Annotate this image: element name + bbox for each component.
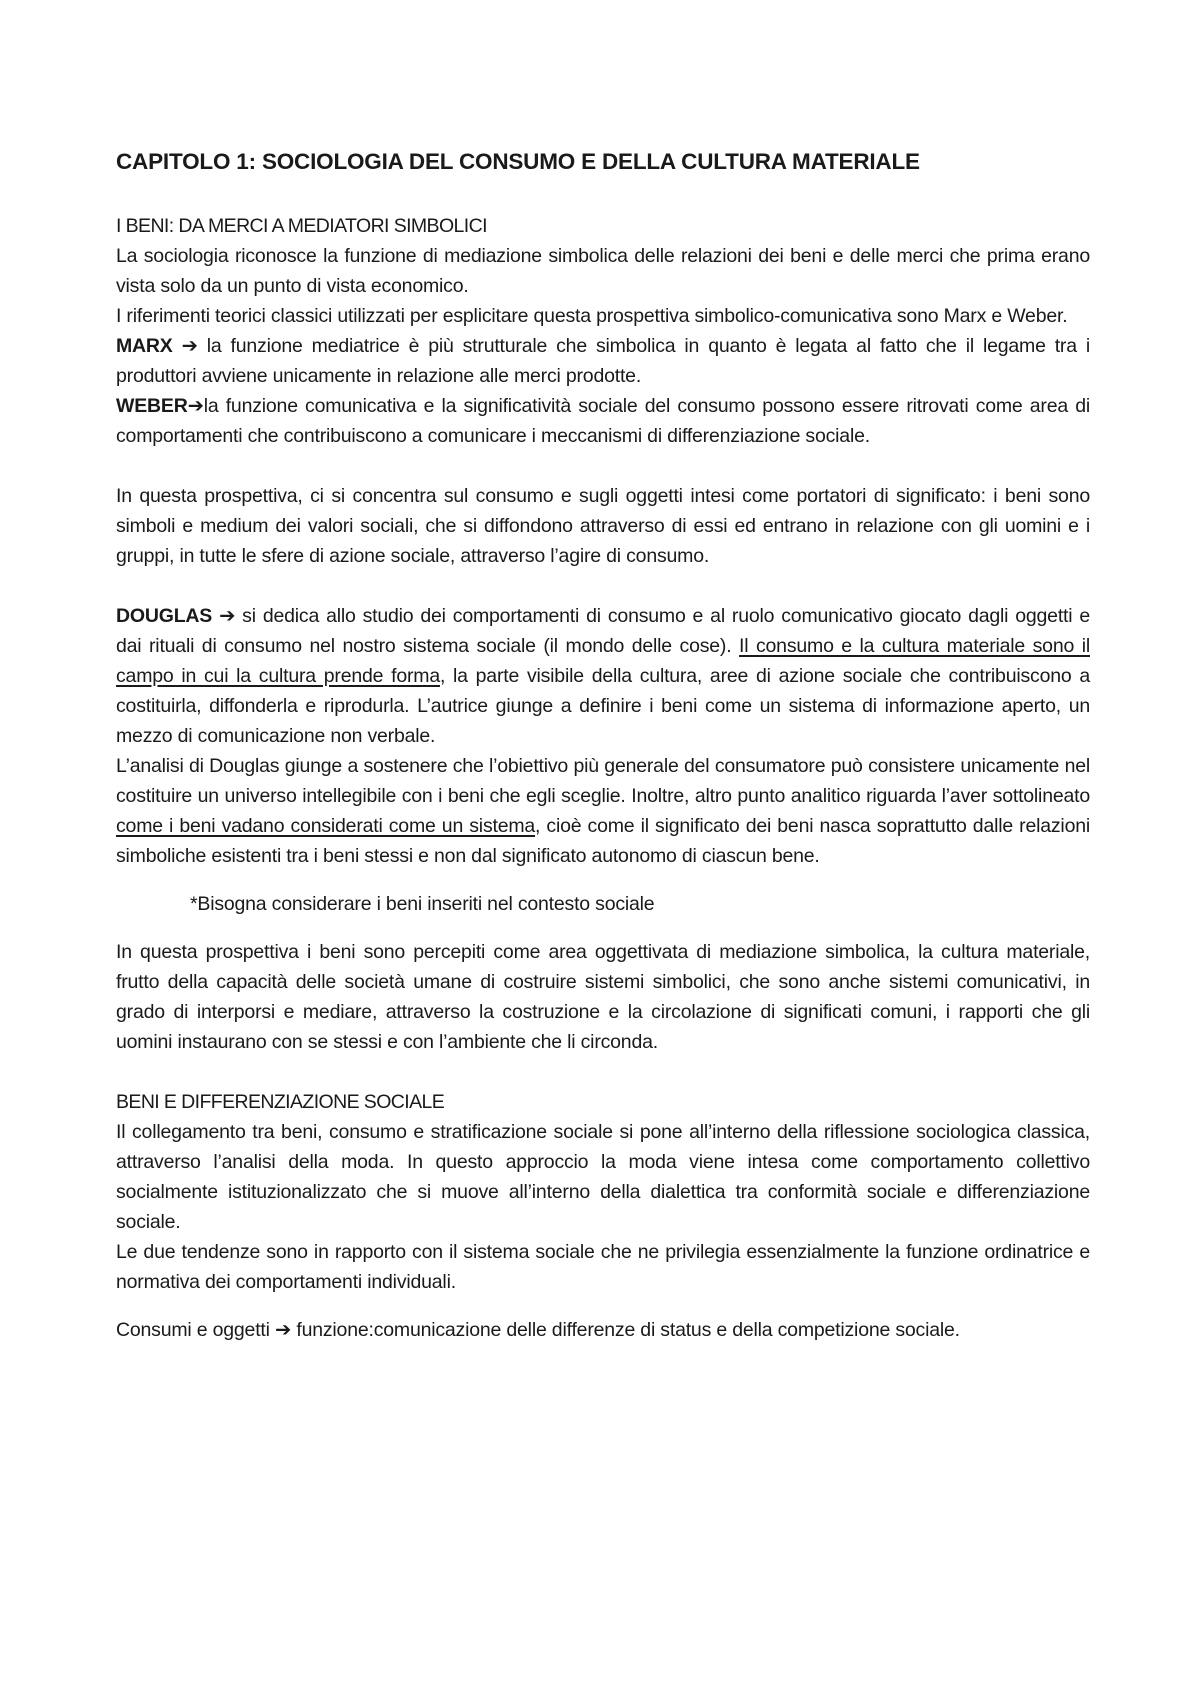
paragraph-douglas [116, 601, 1090, 751]
paragraph-analisi-douglas [116, 751, 1090, 871]
analisi-underlined: come i beni vadano considerati come un sistema [116, 815, 536, 837]
douglas-underlined: Il consumo e la cultura materiale sono il campo in cui la cultura prende forma [116, 635, 1090, 687]
paragraph-weber [116, 391, 1090, 451]
section-heading-differenziazione: BENI E DIFFERENZIAZIONE SOCIALE [116, 1091, 445, 1113]
paragraph-cultura-materiale: In questa prospettiva i beni sono percepiti come area oggettivata di mediazione simbolica, la cultura materiale, frutto della capacità delle società umane di costruire sistemi simbolici, che sono anche sistemi comunicativi, in grado di interporsi e mediare, attraverso la costruzione e la circolazione di significati comuni, i rapporti che gli uomini instaurano con se stessi e con l’ambiente che li circonda. [116, 941, 1090, 1053]
douglas-label: DOUGLAS [116, 605, 213, 627]
paragraph-consumi-oggetti [116, 1315, 1090, 1345]
chapter-title: CAPITOLO 1: SOCIOLOGIA DEL CONSUMO E DELLA CULTURA MATERIALE [116, 149, 920, 174]
weber-label: WEBER [116, 395, 188, 417]
paragraph-riferimenti: I riferimenti teorici classici utilizzati per esplicitare questa prospettiva simbolico-comunicativa sono Marx e Weber. [116, 305, 1068, 327]
marx-label: MARX [116, 335, 173, 357]
right-arrow-icon: ➔ [219, 605, 236, 627]
section-heading-beni-mediatori: I BENI: DA MERCI A MEDIATORI SIMBOLICI [116, 215, 487, 237]
right-arrow-icon: ➔ [187, 395, 204, 417]
consumi-text-a: Consumi e oggetti [116, 1319, 275, 1341]
paragraph-tendenze: Le due tendenze sono in rapporto con il sistema sociale che ne privilegia essenzialmente la funzione ordinatrice e normativa dei comportamenti individuali. [116, 1241, 1090, 1293]
analisi-text-b: , cioè come il significato dei beni nasca soprattutto dalle relazioni simboliche esistenti tra i beni stessi e non dal significato autonomo di ciascun bene. [116, 815, 1090, 867]
paragraph-intro: La sociologia riconosce la funzione di mediazione simbolica delle relazioni dei beni e delle merci che prima erano vista solo da un punto di vista economico. [116, 245, 1090, 297]
consumi-text-b: funzione:comunicazione delle differenze di status e della competizione sociale. [291, 1319, 960, 1341]
weber-text: la funzione comunicativa e la significatività sociale del consumo possono essere ritrovati come area di comportamenti che contribuiscono a comunicare i meccanismi di differenziazione sociale. [116, 395, 1090, 447]
douglas-text-a: si dedica allo studio dei comportamenti di consumo e al ruolo comunicativo giocato dagli oggetti e dai rituali di consumo nel nostro sistema sociale (il mondo delle cose). [116, 605, 1090, 657]
right-arrow-icon: ➔ [275, 1319, 292, 1341]
paragraph-prospettiva: In questa prospettiva, ci si concentra sul consumo e sugli oggetti intesi come portatori di significato: i beni sono simboli e medium dei valori sociali, che si diffondono attraverso di essi ed entrano in relazione con gli uomini e i gruppi, in tutte le sfere di azione sociale, attraverso l’agire di consumo. [116, 485, 1090, 567]
right-arrow-icon: ➔ [181, 335, 198, 357]
analisi-text-a: L’analisi di Douglas giunge a sostenere che l’obiettivo più generale del consumatore può consistere unicamente nel costituire un universo intellegibile con i beni che egli sceglie. Inoltre, altro punto analitico riguarda l’aver sottolineato [116, 755, 1090, 807]
paragraph-marx [116, 331, 1090, 391]
note-line: *Bisogna considerare i beni inseriti nel contesto sociale [190, 893, 655, 915]
marx-text: la funzione mediatrice è più strutturale che simbolica in quanto è legata al fatto che il legame tra i produttori avviene unicamente in relazione alle merci prodotte. [116, 335, 1090, 387]
douglas-text-b: , la parte visibile della cultura, aree di azione sociale che contribuiscono a costituirla, diffonderla e riprodurla. L’autrice giunge a definire i beni come un sistema di informazione aperto, un mezzo di comunicazione non verbale. [116, 665, 1090, 747]
paragraph-moda: Il collegamento tra beni, consumo e stratificazione sociale si pone all’interno della riflessione sociologica classica, attraverso l’analisi della moda. In questo approccio la moda viene intesa come comportamento collettivo socialmente istituzionalizzato che si muove all’interno della dialettica tra conformità sociale e differenziazione sociale. [116, 1121, 1090, 1233]
